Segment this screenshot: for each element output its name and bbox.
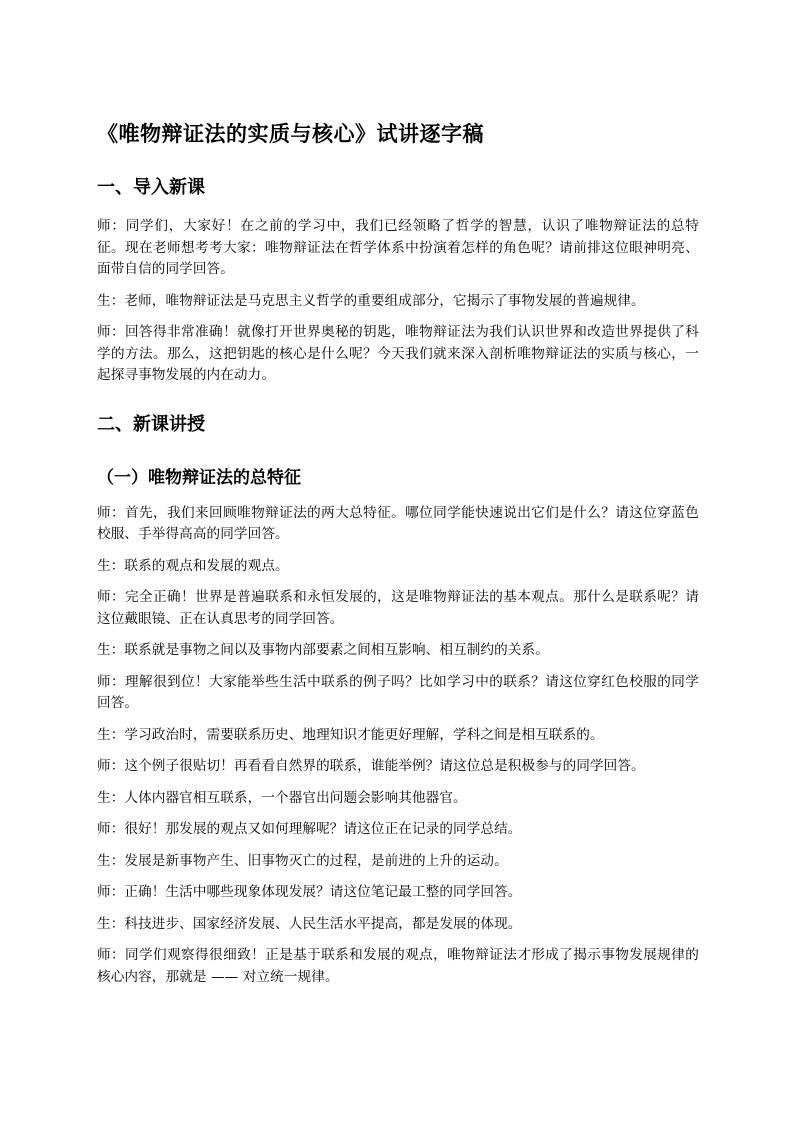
- paragraph: 生：联系的观点和发展的观点。: [97, 557, 289, 574]
- paragraph: 师：很好！那发展的观点又如何理解呢？请这位正在记录的同学总结。: [97, 821, 522, 837]
- document-page: [97, 118, 699, 998]
- paragraph: 师：理解很到位！大家能举些生活中联系的例子吗？比如学习中的联系？请这位穿红色校服的同学回答。: [97, 673, 699, 711]
- paragraph: 生：人体内器官相互联系，一个器官出问题会影响其他器官。: [97, 789, 467, 806]
- paragraph: 师：首先，我们来回顾唯物辩证法的两大总特征。哪位同学能快速说出它们是什么？请这位穿蓝色校服、手举得高高的同学回答。: [97, 504, 699, 542]
- section-heading-intro: 一、导入新课: [97, 177, 205, 198]
- paragraph: 师：同学们，大家好！在之前的学习中，我们已经领略了哲学的智慧，认识了唯物辩证法的总特征。现在老师想考考大家：唯物辩证法在哲学体系中扮演着怎样的角色呢？请前排这位眼神明亮、面带自信的同学回答。: [97, 218, 699, 277]
- paragraph: 生：发展是新事物产生、旧事物灭亡的过程，是前进的上升的运动。: [97, 852, 508, 869]
- paragraph: 生：联系就是事物之间以及事物内部要素之间相互影响、相互制约的关系。: [97, 642, 549, 658]
- paragraph: 师：同学们观察得很细致！正是基于联系和发展的观点，唯物辩证法才形成了揭示事物发展规律的核心内容，那就是 —— 对立统一规律。: [97, 947, 699, 985]
- paragraph: 师：回答得非常准确！就像打开世界奥秘的钥匙，唯物辩证法为我们认识世界和改造世界提供了科学的方法。那么，这把钥匙的核心是什么呢？今天我们就来深入剖析唯物辩证法的实质与核心，一起探寻事物发展的内在动力。: [97, 324, 699, 383]
- paragraph: 生：老师，唯物辩证法是马克思主义哲学的重要组成部分，它揭示了事物发展的普遍规律。: [97, 292, 645, 309]
- paragraph: 生：科技进步、国家经济发展、人民生活水平提高，都是发展的体现。: [97, 915, 522, 932]
- subsection-heading: （一）唯物辩证法的总特征: [97, 467, 301, 488]
- paragraph: 师：正确！生活中哪些现象体现发展？请这位笔记最工整的同学回答。: [97, 884, 522, 900]
- paragraph: 生：学习政治时，需要联系历史、地理知识才能更好理解，学科之间是相互联系的。: [97, 726, 604, 743]
- section-heading-lecture: 二、新课讲授: [97, 413, 205, 435]
- document-title: 《唯物辩证法的实质与核心》试讲逐字稿: [97, 122, 484, 146]
- paragraph: 师：完全正确！世界是普遍联系和永恒发展的，这是唯物辩证法的基本观点。那什么是联系呢？请这位戴眼镜、正在认真思考的同学回答。: [97, 589, 699, 627]
- paragraph: 师：这个例子很贴切！再看看自然界的联系，谁能举例？请这位总是积极参与的同学回答。: [97, 758, 645, 774]
